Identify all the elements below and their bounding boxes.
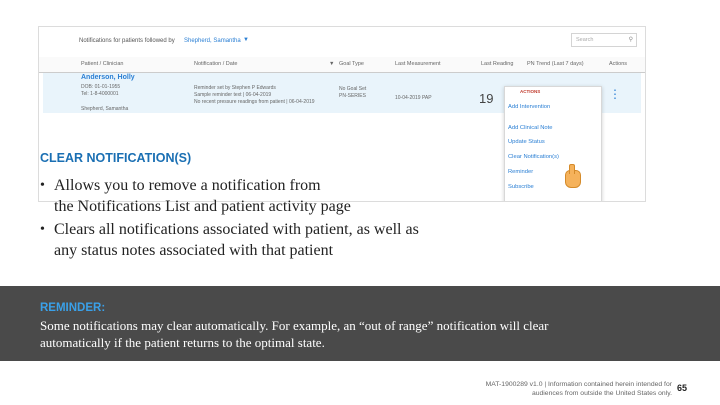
sort-icon[interactable]: ▼	[329, 61, 335, 67]
bullet-2-line-2: any status notes associated with that patient	[54, 242, 334, 259]
search-input[interactable]	[571, 33, 637, 47]
menu-item-reminder[interactable]: Reminder	[508, 169, 534, 175]
bullet-list	[40, 175, 520, 263]
reminder-body	[40, 317, 680, 351]
notification-line-2: Sample reminder text | 06-04-2019	[194, 92, 272, 98]
goal-type-value: No Goal Set	[339, 86, 367, 92]
actions-menu-title: ACTIONS	[520, 89, 541, 94]
kebab-menu-icon[interactable]: ⋮	[609, 87, 621, 101]
last-measurement-value: 10-04-2019 PAP	[395, 95, 432, 101]
footer-disclaimer	[442, 380, 672, 398]
footer-line-1: MAT-1900289 v1.0 | Information contained herein intended for	[485, 381, 672, 388]
patient-name-link[interactable]: Anderson, Holly	[81, 74, 135, 81]
last-reading-value: 19	[479, 91, 494, 106]
table-header	[39, 57, 645, 73]
reminder-band	[0, 286, 720, 361]
search-placeholder: Search	[576, 37, 594, 43]
column-pn-trend[interactable]: PN Trend (Last 7 days)	[527, 61, 584, 67]
menu-item-clear-notifications[interactable]: Clear Notification(s)	[508, 154, 559, 160]
bullet-item	[40, 175, 520, 217]
notification-line-1: Reminder set by Stephen P Edwards	[194, 85, 276, 91]
footer-line-2: audiences from outside the United States only.	[531, 390, 672, 397]
search-icon[interactable]: ⚲	[628, 37, 633, 43]
column-actions: Actions	[609, 61, 628, 67]
screenshot-header	[39, 27, 645, 55]
section-heading: CLEAR NOTIFICATION(S)	[40, 151, 192, 165]
patient-phone: Tel: 1-8-4000001	[81, 91, 119, 97]
reminder-line-1: Some notifications may clear automatically. For example, an “out of range” notification will clear	[40, 318, 549, 333]
menu-item-update-status[interactable]: Update Status	[508, 139, 545, 145]
bullet-1-line-1: Allows you to remove a notification from	[54, 177, 321, 194]
bullet-2-line-1: Clears all notifications associated with patient, as well as	[54, 221, 419, 238]
column-last-measurement[interactable]: Last Measurement	[395, 61, 441, 67]
column-notification[interactable]: Notification / Date	[194, 61, 238, 67]
menu-item-add-clinical-note[interactable]: Add Clinical Note	[508, 125, 553, 131]
pointer-hand-icon	[565, 170, 581, 188]
reminder-title: REMINDER:	[40, 302, 106, 314]
menu-item-subscribe[interactable]: Subscribe	[508, 184, 534, 190]
bullet-1-line-2: the Notifications List and patient activity page	[54, 198, 351, 215]
followed-by-dropdown[interactable]: Shepherd, Samantha	[184, 38, 241, 44]
patient-dob: DOB: 01-01-1955	[81, 84, 121, 90]
bullet-item	[40, 219, 520, 261]
reminder-line-2: automatically if the patient returns to the optimal state.	[40, 335, 325, 350]
column-last-reading[interactable]: Last Reading	[481, 61, 514, 67]
column-goal-type[interactable]: Goal Type	[339, 61, 364, 67]
notification-line-3: No recent pressure readings from patient | 06-04-2019	[194, 99, 315, 105]
chevron-down-icon[interactable]: ▼	[243, 37, 249, 43]
menu-item-add-intervention[interactable]: Add Intervention	[508, 104, 551, 110]
column-patient[interactable]: Patient / Clinician	[81, 61, 124, 67]
notifications-title: Notifications for patients followed by	[79, 38, 175, 44]
page-number: 65	[677, 383, 688, 393]
goal-type-sub: PN-SERIES	[339, 93, 366, 99]
patient-clinician: Shepherd, Samantha	[81, 106, 129, 112]
